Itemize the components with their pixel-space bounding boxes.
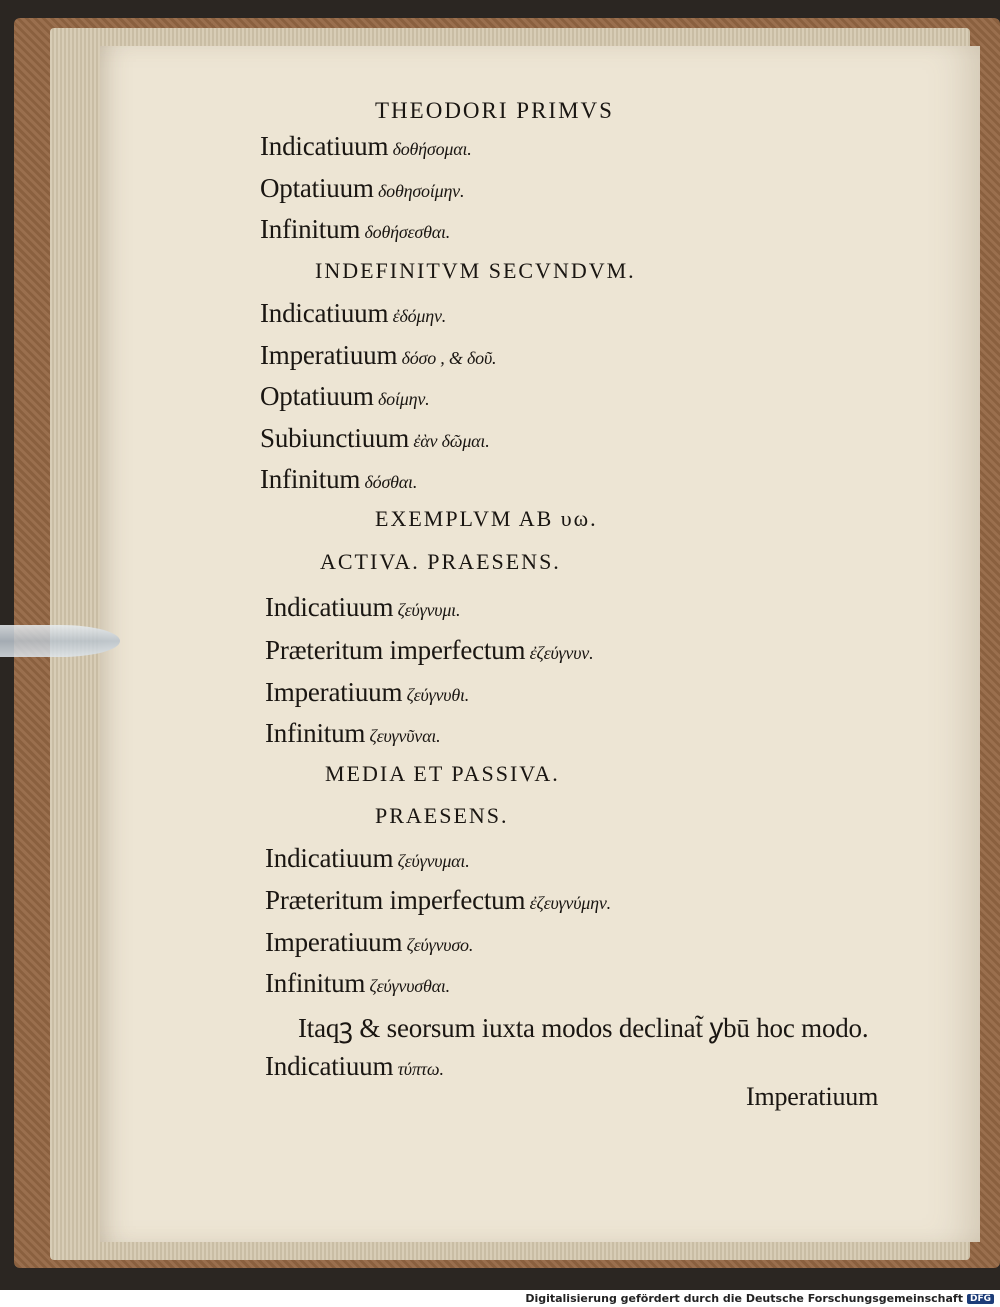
conjugation-line bbox=[265, 843, 470, 874]
conjugation-line bbox=[265, 968, 450, 999]
latin-term: Indicatiuum bbox=[265, 592, 394, 622]
latin-term: Infinitum bbox=[265, 718, 366, 748]
greek-form: δοθησοίμην. bbox=[373, 181, 465, 201]
greek-form: δόσο , & δοῦ. bbox=[397, 348, 497, 368]
conjugation-line bbox=[260, 423, 490, 454]
running-head: THEODORI PRIMVS bbox=[375, 98, 614, 123]
conjugation-line bbox=[265, 592, 460, 623]
dfg-logo: DFG bbox=[967, 1294, 994, 1304]
section-heading: PRAESENS. bbox=[375, 803, 509, 828]
latin-term: Infinitum bbox=[260, 464, 361, 494]
show-through-text bbox=[610, 116, 940, 526]
greek-form: ζεύγνυσο. bbox=[402, 935, 474, 955]
greek-form: δόσθαι. bbox=[360, 472, 418, 492]
book-page bbox=[100, 46, 980, 1242]
conjugation-line bbox=[265, 718, 440, 749]
latin-term: Præteritum imperfectum bbox=[265, 885, 526, 915]
section-heading: MEDIA ET PASSIVA. bbox=[325, 761, 560, 786]
latin-term: Infinitum bbox=[260, 214, 361, 244]
latin-term: Imperatiuum bbox=[265, 677, 403, 707]
latin-term: Optatiuum bbox=[260, 173, 374, 203]
footer-credit bbox=[525, 1290, 994, 1307]
greek-form: ζεύγνυμαι. bbox=[393, 851, 470, 871]
greek-form: ἐδόμην. bbox=[388, 306, 447, 326]
greek-form: ζεύγνυμι. bbox=[393, 600, 461, 620]
greek-form: ἐζεύγνυν. bbox=[525, 643, 594, 663]
latin-term: Indicatiuum bbox=[260, 298, 389, 328]
conjugation-line bbox=[260, 131, 472, 162]
latin-term: Præteritum imperfectum bbox=[265, 635, 526, 665]
latin-term: Imperatiuum bbox=[260, 340, 398, 370]
section-heading: ACTIVA. PRAESENS. bbox=[320, 549, 561, 574]
conjugation-line bbox=[265, 927, 473, 958]
latin-term: Indicatiuum bbox=[265, 843, 394, 873]
conjugation-line bbox=[260, 464, 417, 495]
latin-term: Optatiuum bbox=[260, 381, 374, 411]
conjugation-line bbox=[265, 677, 469, 708]
conjugation-line bbox=[260, 340, 496, 371]
greek-form: δοθήσεσθαι. bbox=[360, 222, 451, 242]
section-heading: EXEMPLVM AB υω. bbox=[375, 506, 598, 531]
latin-term: Indicatiuum bbox=[260, 131, 389, 161]
latin-term: Subiunctiuum bbox=[260, 423, 410, 453]
latin-term: Imperatiuum bbox=[265, 927, 403, 957]
greek-form: δοθήσομαι. bbox=[388, 139, 472, 159]
conjugation-line bbox=[260, 298, 446, 329]
greek-form: ἐὰν δῶμαι. bbox=[409, 431, 490, 451]
catchword: Imperatiuum bbox=[746, 1082, 879, 1111]
greek-form: ζεύγνυθι. bbox=[402, 685, 470, 705]
conjugation-line bbox=[260, 214, 450, 245]
greek-form: ἐζευγνύμην. bbox=[525, 893, 611, 913]
section-heading: INDEFINITVM SECVNDVM. bbox=[315, 258, 636, 283]
conjugation-line bbox=[260, 173, 464, 204]
conjugation-line bbox=[298, 1008, 868, 1045]
conjugation-line bbox=[265, 635, 593, 666]
greek-form: τύπτω. bbox=[393, 1059, 444, 1079]
greek-form: ζευγνῦναι. bbox=[365, 726, 441, 746]
latin-term: Infinitum bbox=[265, 968, 366, 998]
conjugation-line bbox=[265, 1051, 444, 1082]
footer-credit-text: Digitalisierung gefördert durch die Deutsche Forschungsgemeinschaft bbox=[525, 1292, 963, 1305]
page-clip bbox=[0, 625, 120, 657]
conjugation-line bbox=[260, 381, 429, 412]
greek-form: ζεύγνυσθαι. bbox=[365, 976, 450, 996]
conjugation-line bbox=[265, 885, 611, 916]
latin-term: Indicatiuum bbox=[265, 1051, 394, 1081]
latin-term: Itaqꝫ & seorsum iuxta modos declinat̃ ỿbū hoc modo. bbox=[298, 1013, 869, 1043]
greek-form: δοίμην. bbox=[373, 389, 430, 409]
